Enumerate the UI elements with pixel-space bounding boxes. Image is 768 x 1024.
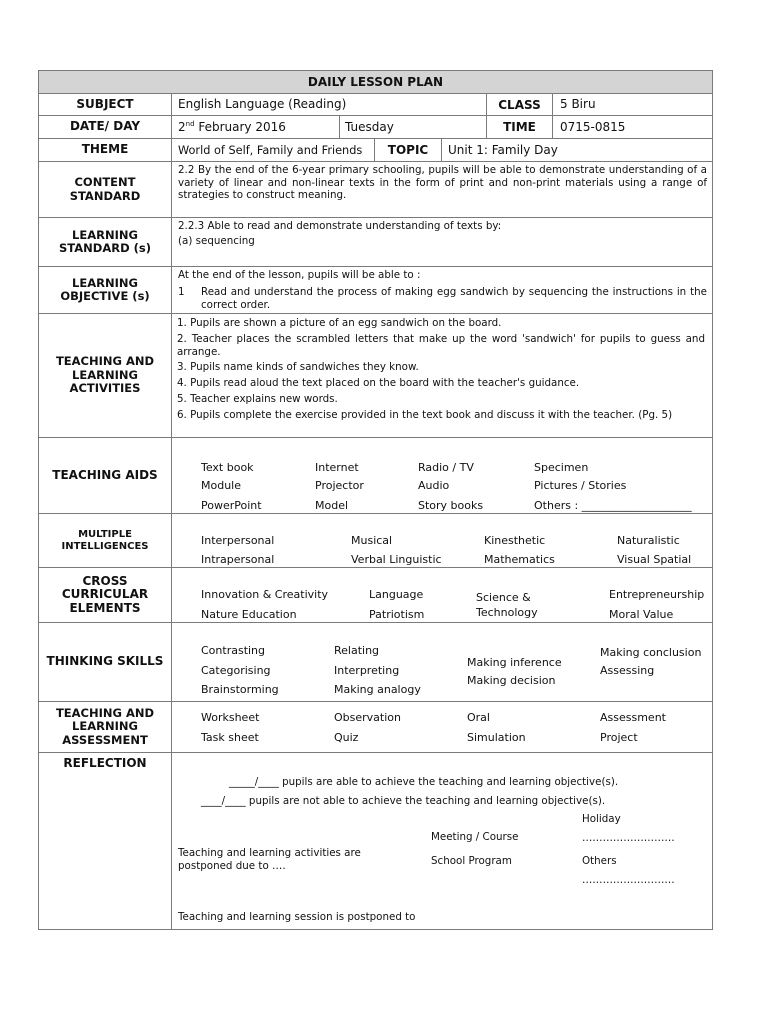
element-item: Language bbox=[369, 588, 424, 601]
thinking-skills-label: THINKING SKILLS bbox=[46, 654, 164, 669]
date-day-suffix: nd bbox=[185, 120, 195, 128]
subject-row bbox=[38, 93, 713, 115]
learning-objective-row bbox=[38, 266, 713, 313]
reflection-meeting: Meeting / Course bbox=[431, 831, 519, 843]
reflection-label: REFLECTION bbox=[63, 756, 147, 770]
theme-row bbox=[38, 138, 713, 161]
reflection-holiday: Holiday bbox=[582, 813, 621, 825]
content-standard-text: 2.2 By the end of the 6-year primary schooling, pupils will be able to demonstrate understanding of a variety of linear and non-linear texts in the form of print and non-print materials using a range of strategies to construct meaning. bbox=[178, 164, 707, 201]
element-item: Innovation & Creativity bbox=[201, 588, 329, 601]
skill-item: Assessing bbox=[600, 664, 655, 677]
element-item: Nature Education bbox=[201, 608, 297, 621]
subject-cell bbox=[171, 94, 486, 115]
aid-item: Module bbox=[201, 479, 241, 492]
skill-item: Interpreting bbox=[334, 664, 400, 677]
date-row bbox=[38, 115, 713, 138]
thinking-skills-row bbox=[38, 622, 713, 701]
assessment-item: Project bbox=[600, 731, 638, 744]
element-item: Patriotism bbox=[369, 608, 425, 621]
aid-item: Story books bbox=[418, 499, 484, 512]
skill-item: Making analogy bbox=[334, 683, 421, 696]
activity-item: 1. Pupils are shown a picture of an egg sandwich on the board. bbox=[177, 317, 502, 329]
cross-curricular-row bbox=[38, 567, 713, 622]
class-label: CLASS bbox=[486, 94, 552, 115]
intelligence-item: Naturalistic bbox=[617, 534, 680, 547]
activity-item: 5. Teacher explains new words. bbox=[177, 393, 338, 405]
lesson-plan-table bbox=[38, 70, 713, 930]
reflection-others-dots: ……………………… bbox=[582, 874, 675, 886]
date-month-year: February 2016 bbox=[194, 120, 286, 134]
skill-item: Contrasting bbox=[201, 644, 266, 657]
learning-objective-intro: At the end of the lesson, pupils will be able to : bbox=[178, 269, 421, 281]
assessment-row bbox=[38, 701, 713, 752]
aid-item: PowerPoint bbox=[201, 499, 262, 512]
multiple-intelligences-row bbox=[38, 513, 713, 567]
intelligence-item: Visual Spatial bbox=[617, 553, 692, 566]
reflection-others: Others bbox=[582, 855, 617, 867]
assessment-item: Oral bbox=[467, 711, 490, 724]
aid-item: Radio / TV bbox=[418, 461, 474, 474]
intelligence-item: Intrapersonal bbox=[201, 553, 275, 566]
time-value: 0715-0815 bbox=[560, 120, 626, 134]
activity-item: 2. Teacher places the scrambled letters that make up the word 'sandwich' for pupils to guess and arrange. bbox=[177, 333, 705, 358]
element-item: Science & bbox=[476, 591, 531, 604]
content-standard-cell bbox=[171, 162, 714, 217]
weekday-cell bbox=[339, 116, 486, 138]
topic-cell bbox=[441, 139, 714, 161]
reflection-row bbox=[38, 752, 713, 930]
assessment-cell bbox=[171, 702, 714, 752]
learning-standard-line1: 2.2.3 Able to read and demonstrate understanding of texts by: bbox=[178, 220, 502, 232]
aid-item: Pictures / Stories bbox=[534, 479, 627, 492]
reflection-postponed-to: Teaching and learning session is postponed to bbox=[178, 911, 416, 923]
activity-item: 3. Pupils name kinds of sandwiches they know. bbox=[177, 361, 419, 373]
multiple-intelligences-label: MULTIPLE INTELLIGENCES bbox=[61, 528, 149, 552]
element-item: Entrepreneurship bbox=[609, 588, 705, 601]
aid-item: Projector bbox=[315, 479, 364, 492]
skill-item: Brainstorming bbox=[201, 683, 279, 696]
skill-item: Categorising bbox=[201, 664, 271, 677]
date-value bbox=[178, 121, 286, 134]
date-label: DATE/ DAY bbox=[69, 119, 141, 134]
intelligence-item: Mathematics bbox=[484, 553, 555, 566]
learning-objective-number: 1 bbox=[178, 286, 185, 298]
date-cell bbox=[171, 116, 339, 138]
date-day-number: 2 bbox=[178, 120, 186, 134]
element-item: Technology bbox=[476, 606, 538, 619]
activity-item: 4. Pupils read aloud the text placed on the board with the teacher's guidance. bbox=[177, 377, 580, 389]
intelligence-item: Kinesthetic bbox=[484, 534, 546, 547]
assessment-label: TEACHING AND LEARNING ASSESSMENT bbox=[55, 705, 155, 747]
theme-label: THEME bbox=[81, 142, 129, 157]
assessment-item: Worksheet bbox=[201, 711, 260, 724]
aid-item: Text book bbox=[201, 461, 254, 474]
intelligence-item: Verbal Linguistic bbox=[351, 553, 442, 566]
learning-standard-line2: (a) sequencing bbox=[178, 235, 255, 247]
aid-item: Internet bbox=[315, 461, 359, 474]
learning-objective-cell bbox=[171, 267, 714, 313]
aid-item: Specimen bbox=[534, 461, 589, 474]
theme-value: World of Self, Family and Friends bbox=[178, 144, 363, 157]
topic-value: Unit 1: Family Day bbox=[448, 143, 558, 157]
time-cell bbox=[552, 116, 714, 138]
skill-item: Making inference bbox=[467, 656, 562, 669]
cross-curricular-label: CROSS CURRICULAR ELEMENTS bbox=[61, 573, 149, 615]
title-row bbox=[38, 70, 713, 93]
skill-item: Making conclusion bbox=[600, 646, 702, 659]
aid-item: Others : ____________________ bbox=[534, 499, 692, 512]
skill-item: Making decision bbox=[467, 674, 556, 687]
learning-standard-row bbox=[38, 217, 713, 266]
element-item: Moral Value bbox=[609, 608, 674, 621]
activities-label: TEACHING AND LEARNING ACTIVITIES bbox=[55, 354, 155, 396]
subject-value: English Language (Reading) bbox=[178, 97, 347, 111]
time-label: TIME bbox=[486, 116, 552, 138]
teaching-aids-label: TEACHING AIDS bbox=[52, 467, 158, 482]
class-value: 5 Biru bbox=[560, 97, 596, 111]
intelligence-item: Musical bbox=[351, 534, 393, 547]
assessment-item: Simulation bbox=[467, 731, 526, 744]
activities-row bbox=[38, 313, 713, 437]
page-title: DAILY LESSON PLAN bbox=[307, 75, 444, 89]
intelligence-item: Interpersonal bbox=[201, 534, 275, 547]
reflection-school-program: School Program bbox=[431, 855, 512, 867]
reflection-postponed-reason: Teaching and learning activities are postponed due to …. bbox=[178, 847, 361, 872]
learning-standard-label: LEARNING STANDARD (s) bbox=[59, 227, 151, 255]
aid-item: Model bbox=[315, 499, 349, 512]
class-cell bbox=[552, 94, 714, 115]
assessment-item: Assessment bbox=[600, 711, 666, 724]
teaching-aids-row bbox=[38, 437, 713, 513]
assessment-item: Task sheet bbox=[201, 731, 259, 744]
aid-item: Audio bbox=[418, 479, 450, 492]
assessment-item: Observation bbox=[334, 711, 401, 724]
reflection-achieved: _____/____ pupils are able to achieve the teaching and learning objective(s). bbox=[229, 776, 619, 788]
activity-item: 6. Pupils complete the exercise provided in the text book and discuss it with the teacher. (Pg. 5) bbox=[177, 409, 673, 421]
learning-objective-label: LEARNING OBJECTIVE (s) bbox=[60, 275, 150, 303]
reflection-not-achieved: ____/____ pupils are not able to achieve the teaching and learning objective(s). bbox=[201, 795, 606, 807]
learning-standard-cell bbox=[171, 218, 714, 266]
weekday-value: Tuesday bbox=[345, 120, 394, 134]
skill-item: Relating bbox=[334, 644, 380, 657]
theme-cell bbox=[171, 139, 374, 161]
reflection-holiday-dots: ……………………… bbox=[582, 832, 675, 844]
content-standard-label: CONTENT STANDARD bbox=[69, 175, 141, 203]
content-standard-row bbox=[38, 161, 713, 217]
subject-label: SUBJECT bbox=[76, 96, 134, 111]
learning-objective-item: Read and understand the process of making egg sandwich by sequencing the instructions in the correct order. bbox=[201, 286, 707, 311]
topic-label: TOPIC bbox=[374, 139, 441, 161]
assessment-item: Quiz bbox=[334, 731, 359, 744]
